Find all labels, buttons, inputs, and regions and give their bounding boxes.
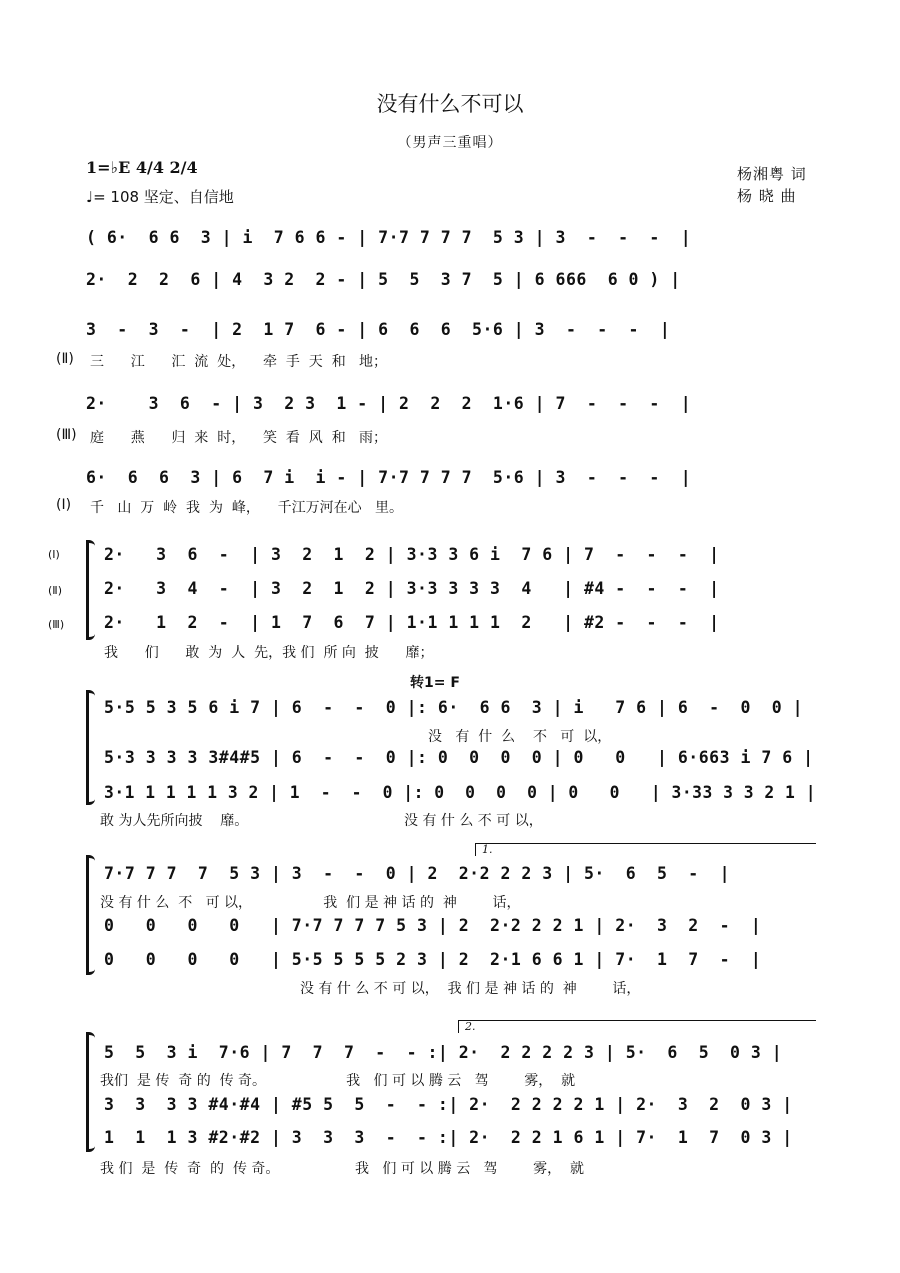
- notation: 2· 2 2 6 | 4 3 2 2 - | 5 5 3 7 5 | 6 666 6 0 ) |: [86, 270, 681, 289]
- system-brace: [86, 690, 98, 805]
- volta-bracket: [475, 843, 816, 856]
- score-row: [86, 320, 816, 350]
- notation: 2· 3 4 - | 3 2 1 2 | 3·3 3 3 3 4 | #4 - - - |: [104, 579, 720, 598]
- lyric-line: [56, 351, 816, 371]
- system-brace: [86, 1032, 98, 1152]
- lyrics: 敢 为人先所向披 靡。 没 有 什 么 不 可 以，: [100, 813, 543, 829]
- notation: 1 1 1 3 #2·#2 | 3 3 3 - - :| 2· 2 2 1 6 1 | 7· 1 7 0 3 |: [104, 1128, 793, 1147]
- score-row: [104, 950, 816, 980]
- score-row: [86, 270, 816, 300]
- score-row: [104, 1095, 816, 1125]
- notation: 3 3 3 3 #4·#4 | #5 5 5 - - :| 2· 2 2 2 2 1 | 2· 3 2 0 3 |: [104, 1095, 793, 1114]
- lyricist-credit: 杨湘粤 词: [737, 165, 807, 183]
- voice-label: (Ⅲ): [48, 618, 65, 631]
- notation: 5·5 5 3 5 6 i 7 | 6 - - 0 |: 6· 6 6 3 | i 7 6 | 6 - 0 0 |: [104, 698, 804, 717]
- lyrics: 没 有 什 么 不 可 以， 我 们 是 神 话 的 神 话，: [300, 981, 641, 997]
- notation: 5·3 3 3 3 3#4#5 | 6 - - 0 |: 0 0 0 0 | 0 0 | 6·663 i 7 6 |: [104, 748, 814, 767]
- lyrics: 我 们 是 传 奇 的 传 奇。 我 们 可 以 腾 云 驾 雾， 就: [100, 1161, 585, 1177]
- composer-credit: 杨 晓 曲: [737, 187, 797, 205]
- lyrics: 我 们 敢 为 人 先，我 们 所 向 披 靡；: [104, 645, 434, 661]
- lyrics: 千 山 万 岭 我 为 峰， 千江万河在心 里。: [90, 500, 404, 516]
- voice-label: (Ⅲ): [56, 427, 77, 443]
- notation: 3 - 3 - | 2 1 7 6 - | 6 6 6 5·6 | 3 - - - |: [86, 320, 671, 339]
- notation: 5 5 3 i 7·6 | 7 7 7 - - :| 2· 2 2 2 2 3 | 5· 6 5 0 3 |: [104, 1043, 783, 1062]
- score-row: [86, 394, 816, 424]
- score-row: [104, 1128, 816, 1158]
- score-row: [104, 864, 816, 894]
- lyric-line: [56, 427, 816, 447]
- score-row: [104, 613, 816, 643]
- lyrics: 三 江 汇 流 处， 牵 手 天 和 地；: [90, 354, 388, 370]
- voice-label: (Ⅰ): [48, 548, 60, 561]
- tempo-marking: ♩= 108 坚定、自信地: [86, 188, 234, 206]
- lyric-line: [56, 497, 816, 517]
- score-row: [104, 698, 816, 728]
- notation: 0 0 0 0 | 7·7 7 7 7 5 3 | 2 2·2 2 2 1 | 2· 3 2 - |: [104, 916, 762, 935]
- page-title: 没有什么不可以: [376, 92, 524, 116]
- lyric-line: [100, 810, 830, 830]
- volta-label: 2.: [465, 1020, 476, 1033]
- notation: 2· 3 6 - | 3 2 1 2 | 3·3 3 6 i 7 6 | 7 - - - |: [104, 545, 720, 564]
- score-row: [104, 545, 816, 575]
- lyrics: 没 有 什 么 不 可 以， 我 们 是 神 话 的 神 话，: [100, 895, 521, 911]
- lyric-line: [100, 1070, 830, 1090]
- lyrics: 庭 燕 归 来 时， 笑 看 风 和 雨；: [90, 430, 388, 446]
- volta-label: 1.: [482, 843, 493, 856]
- voice-label: (Ⅱ): [48, 584, 62, 597]
- score-row: [86, 228, 816, 258]
- lyric-line: [300, 978, 810, 998]
- notation: 3·1 1 1 1 1 3 2 | 1 - - 0 |: 0 0 0 0 | 0 0 | 3·33 3 3 2 1 |: [104, 783, 817, 802]
- score-row: [86, 468, 816, 498]
- volta-bracket: [458, 1020, 816, 1033]
- system-brace: [86, 855, 98, 975]
- lyric-line: [104, 642, 834, 662]
- notation: 6· 6 6 3 | 6 7 i i - | 7·7 7 7 7 5·6 | 3 - - - |: [86, 468, 692, 487]
- lyric-line: [100, 1158, 830, 1178]
- notation: ( 6· 6 6 3 | i 7 6 6 - | 7·7 7 7 7 5 3 | 3 - - - |: [86, 228, 692, 247]
- modulation-marking: 转1= F: [410, 675, 460, 691]
- key-signature: 1=♭E 4/4 2/4: [86, 158, 198, 177]
- score-row: [104, 1043, 816, 1073]
- score-row: [104, 916, 816, 946]
- score-row: [104, 783, 816, 813]
- lyric-line: [100, 892, 830, 912]
- system-brace: [86, 540, 98, 640]
- notation: 2· 3 6 - | 3 2 3 1 - | 2 2 2 1·6 | 7 - - - |: [86, 394, 692, 413]
- subtitle: （男声三重唱）: [397, 135, 503, 151]
- score-row: [104, 748, 816, 778]
- lyrics: 没 有 什 么 不 可 以，: [428, 729, 612, 745]
- notation: 0 0 0 0 | 5·5 5 5 5 2 3 | 2 2·1 6 6 1 | 7· 1 7 - |: [104, 950, 762, 969]
- voice-label: (Ⅱ): [56, 351, 74, 367]
- voice-label: (Ⅰ): [56, 497, 72, 513]
- notation: 2· 1 2 - | 1 7 6 7 | 1·1 1 1 1 2 | #2 - - - |: [104, 613, 720, 632]
- lyric-line: [420, 726, 800, 746]
- notation: 7·7 7 7 7 5 3 | 3 - - 0 | 2 2·2 2 2 3 | 5· 6 5 - |: [104, 864, 731, 883]
- lyrics: 我们 是 传 奇 的 传 奇。 我 们 可 以 腾 云 驾 雾， 就: [100, 1073, 576, 1089]
- score-row: [104, 579, 816, 609]
